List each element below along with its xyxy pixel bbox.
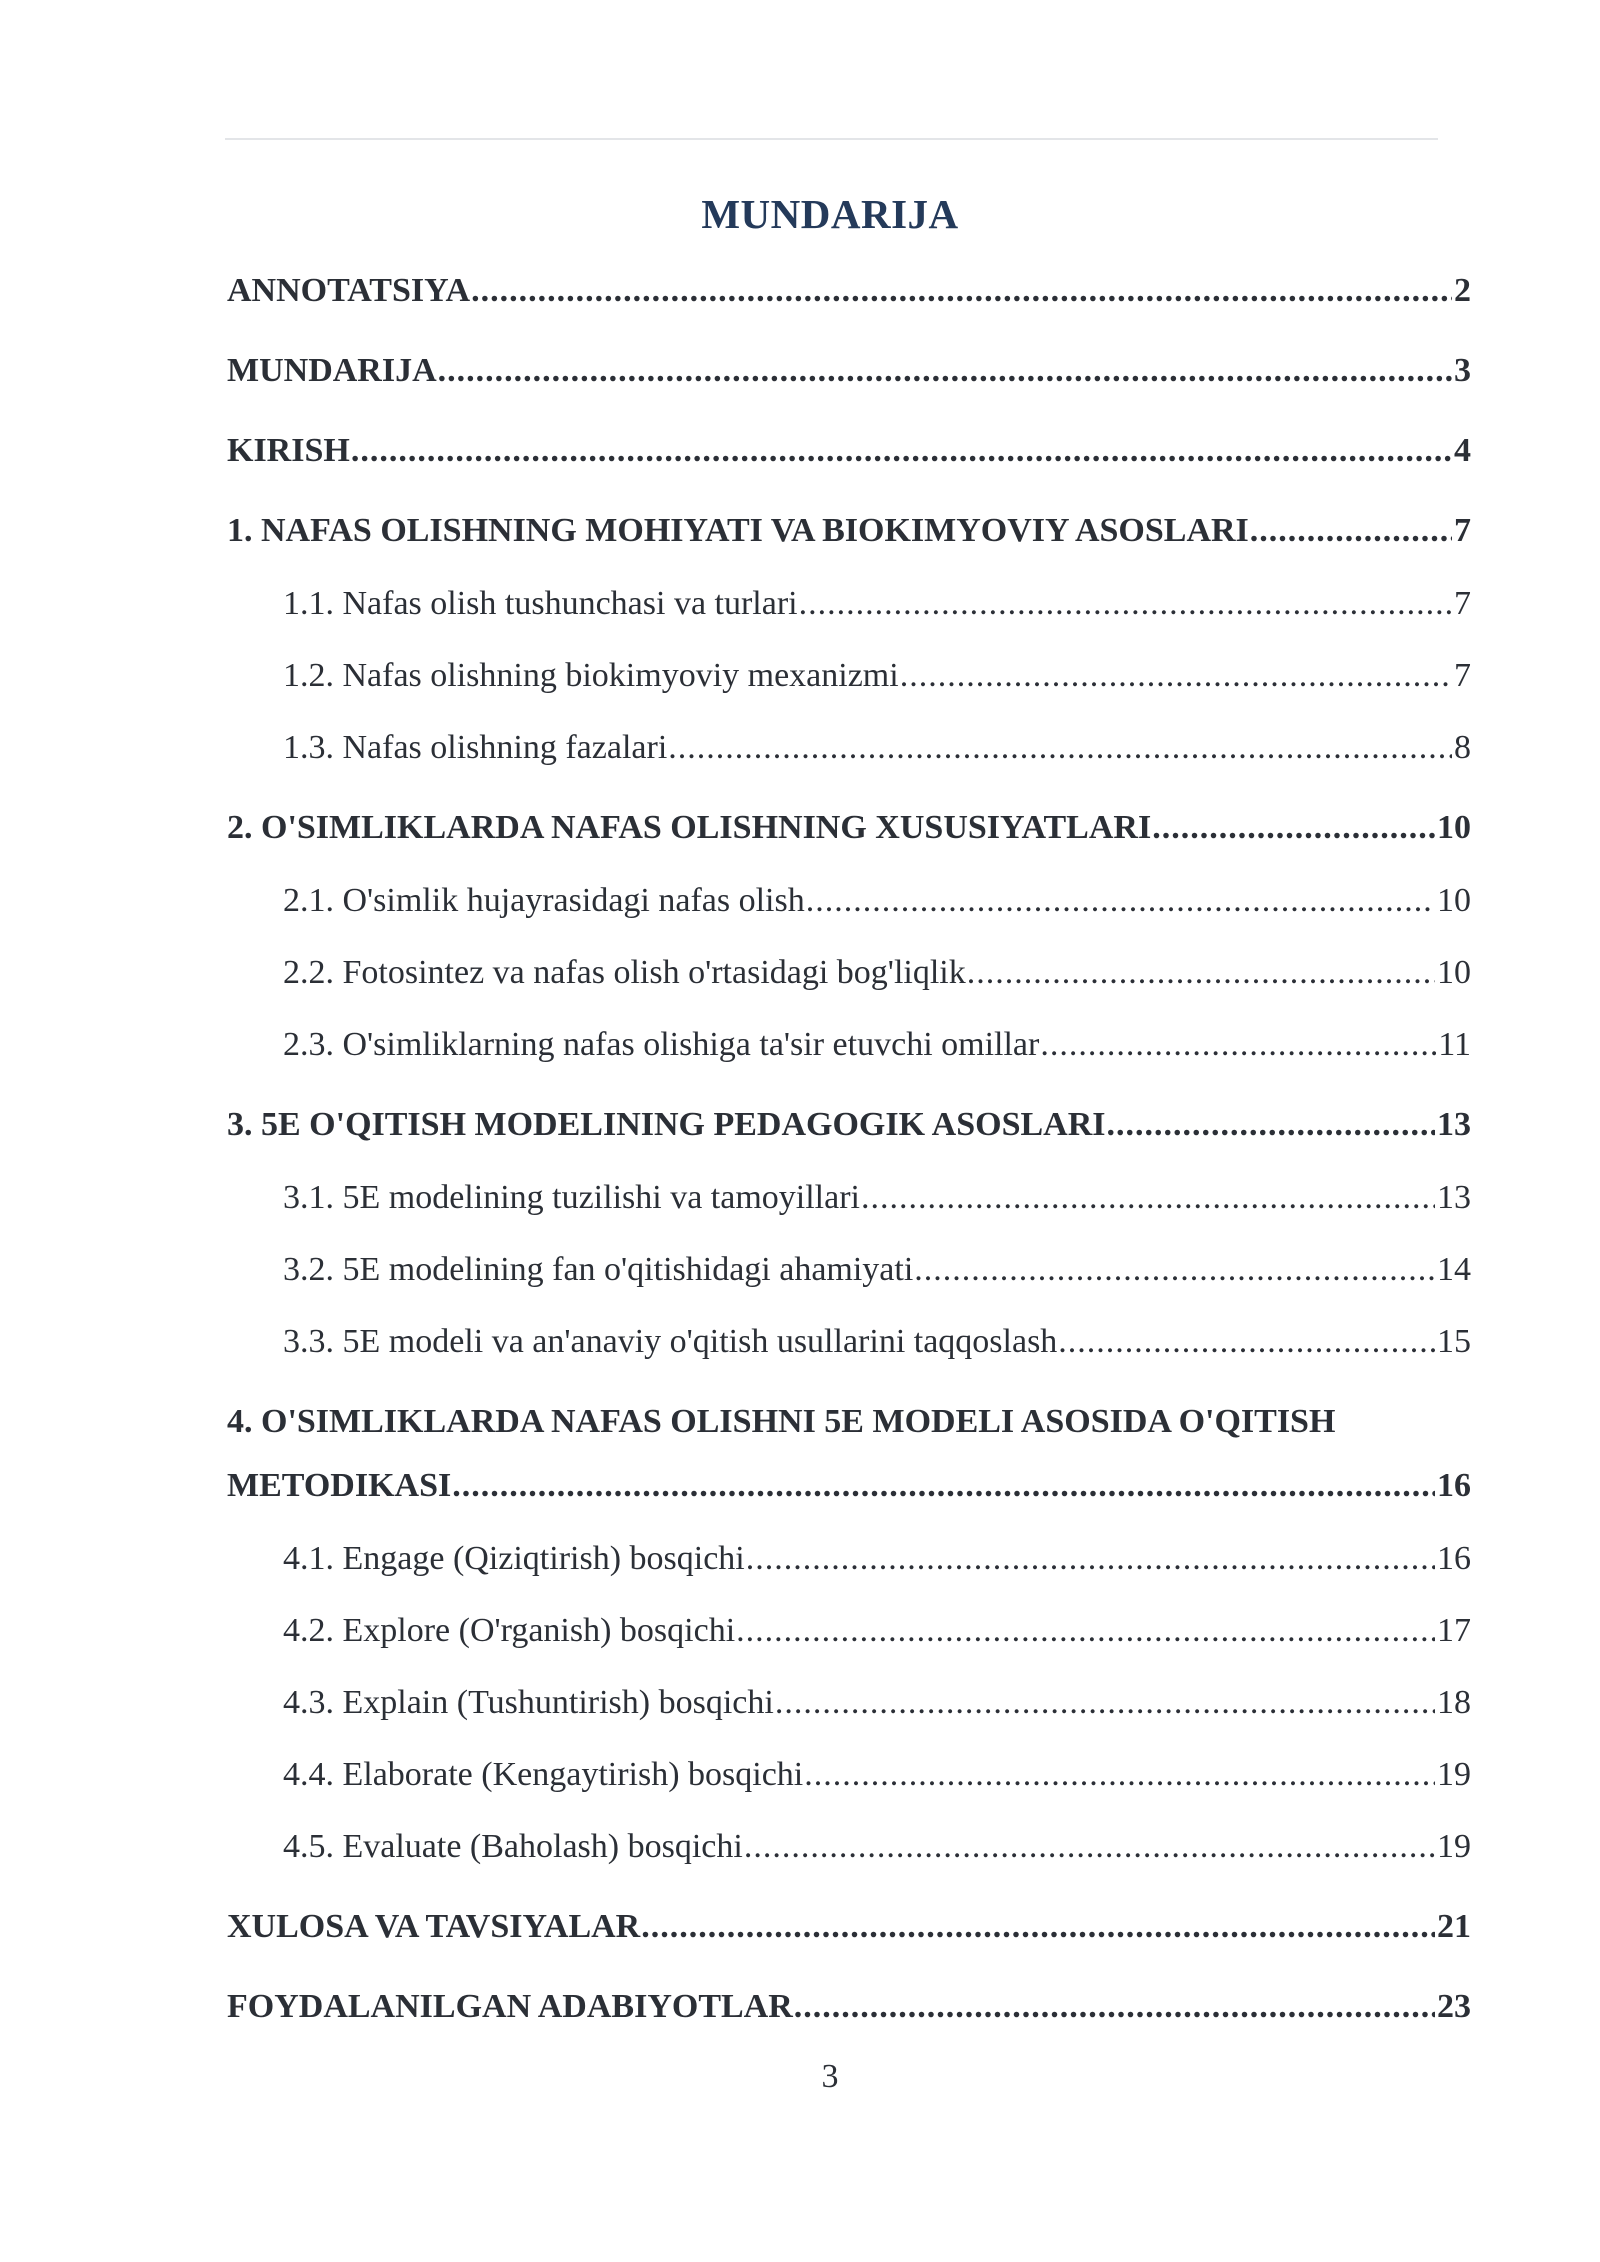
dot-leader — [900, 657, 1452, 695]
toc-entry-label: 2.3. O'simliklarning nafas olishiga ta'sir etuvchi omillar — [283, 1026, 1040, 1063]
dot-leader — [794, 1988, 1435, 2026]
dot-leader — [804, 1756, 1435, 1794]
page-number: 3 — [821, 2058, 839, 2095]
toc-entry-label: METODIKASI — [227, 1467, 452, 1504]
toc-entry-page: 16 — [1437, 1467, 1471, 1504]
toc-entry-chapter-1[interactable] — [227, 512, 1471, 550]
dot-leader — [861, 1179, 1435, 1217]
toc-entry-label: KIRISH — [227, 432, 350, 469]
toc-entry-kirish[interactable] — [227, 432, 1471, 470]
toc-entry-page: 10 — [1437, 954, 1471, 991]
dot-leader — [914, 1251, 1435, 1289]
dot-leader — [668, 729, 1452, 767]
toc-entry-page: 19 — [1437, 1828, 1471, 1865]
toc-entry-section-4-4[interactable] — [283, 1756, 1471, 1794]
toc-entry-label: 1.3. Nafas olishning fazalari — [283, 729, 668, 766]
toc-entry-label: 1.1. Nafas olish tushunchasi va turlari — [283, 585, 798, 622]
dot-leader — [736, 1612, 1435, 1650]
toc-entry-page: 18 — [1437, 1684, 1471, 1721]
header-rule — [225, 138, 1438, 140]
dot-leader — [1250, 512, 1452, 550]
toc-entry-section-1-1[interactable] — [283, 585, 1471, 623]
dot-leader — [471, 272, 1452, 310]
toc-entry-label: 2.2. Fotosintez va nafas olish o'rtasidagi bog'liqlik — [283, 954, 966, 991]
toc-entry-section-2-1[interactable] — [283, 882, 1471, 920]
dot-leader — [775, 1684, 1435, 1722]
toc-entry-label: 4.5. Evaluate (Baholash) bosqichi — [283, 1828, 743, 1865]
toc-entry-page: 11 — [1438, 1026, 1471, 1063]
toc-entry-chapter-4-line1[interactable]: 4. O'SIMLIKLARDA NAFAS OLISHNI 5E MODELI ASOSIDA O'QITISH — [227, 1403, 1336, 1440]
toc-entry-label: 4.3. Explain (Tushuntirish) bosqichi — [283, 1684, 774, 1721]
dot-leader — [967, 954, 1435, 992]
dot-leader — [1040, 1026, 1436, 1064]
toc-entry-label: 2. O'SIMLIKLARDA NAFAS OLISHNING XUSUSIYATLARI — [227, 809, 1152, 846]
toc-entry-page: 7 — [1454, 512, 1471, 549]
toc-entry-xulosa[interactable] — [227, 1908, 1471, 1946]
toc-entry-section-2-3[interactable] — [283, 1026, 1471, 1064]
toc-entry-page: 10 — [1437, 809, 1471, 846]
toc-entry-page: 10 — [1437, 882, 1471, 919]
toc-entry-section-4-3[interactable] — [283, 1684, 1471, 1722]
toc-entry-section-4-2[interactable] — [283, 1612, 1471, 1650]
toc-entry-page: 19 — [1437, 1756, 1471, 1793]
toc-entry-label: ANNOTATSIYA — [227, 272, 471, 309]
toc-entry-chapter-4[interactable] — [227, 1467, 1471, 1505]
toc-entry-page: 2 — [1454, 272, 1471, 309]
toc-title: MUNDARIJA — [701, 191, 959, 237]
dot-leader — [799, 585, 1452, 623]
dot-leader — [1107, 1106, 1435, 1144]
toc-entry-page: 3 — [1454, 352, 1471, 389]
dot-leader — [806, 882, 1435, 920]
toc-entry-section-3-3[interactable] — [283, 1323, 1471, 1361]
dot-leader — [641, 1908, 1435, 1946]
toc-entry-section-1-3[interactable] — [283, 729, 1471, 767]
toc-entry-label: 4.2. Explore (O'rganish) bosqichi — [283, 1612, 736, 1649]
toc-entry-label: 1.2. Nafas olishning biokimyoviy mexanizmi — [283, 657, 899, 694]
dot-leader — [744, 1828, 1435, 1866]
toc-entry-section-4-1[interactable] — [283, 1540, 1471, 1578]
toc-entry-page: 7 — [1454, 585, 1471, 622]
toc-entry-page: 16 — [1437, 1540, 1471, 1577]
toc-entry-page: 13 — [1437, 1179, 1471, 1216]
toc-entry-section-1-2[interactable] — [283, 657, 1471, 695]
dot-leader — [1058, 1323, 1435, 1361]
toc-entry-page: 7 — [1454, 657, 1471, 694]
toc-entry-label: MUNDARIJA — [227, 352, 437, 389]
toc-entry-label: XULOSA VA TAVSIYALAR — [227, 1908, 641, 1945]
dot-leader — [438, 352, 1452, 390]
toc-entry-mundarija[interactable] — [227, 352, 1471, 390]
toc-entry-section-3-1[interactable] — [283, 1179, 1471, 1217]
toc-entry-label: 3.3. 5E modeli va an'anaviy o'qitish usullarini taqqoslash — [283, 1323, 1058, 1360]
toc-entry-section-4-5[interactable] — [283, 1828, 1471, 1866]
toc-entry-label: 3. 5E O'QITISH MODELINING PEDAGOGIK ASOSLARI — [227, 1106, 1106, 1143]
toc-entry-page: 15 — [1437, 1323, 1471, 1360]
toc-entry-adabiyotlar[interactable] — [227, 1988, 1471, 2026]
toc-entry-label: FOYDALANILGAN ADABIYOTLAR — [227, 1988, 793, 2025]
toc-entry-label: 1. NAFAS OLISHNING MOHIYATI VA BIOKIMYOVIY ASOSLARI — [227, 512, 1249, 549]
toc-entry-page: 17 — [1437, 1612, 1471, 1649]
toc-entry-chapter-2[interactable] — [227, 809, 1471, 847]
toc-entry-annotatsiya[interactable] — [227, 272, 1471, 310]
toc-entry-section-2-2[interactable] — [283, 954, 1471, 992]
toc-entry-chapter-3[interactable] — [227, 1106, 1471, 1144]
toc-entry-section-3-2[interactable] — [283, 1251, 1471, 1289]
toc-entry-page: 14 — [1437, 1251, 1471, 1288]
toc-entry-label: 3.2. 5E modelining fan o'qitishidagi ahamiyati — [283, 1251, 914, 1288]
toc-entry-page: 13 — [1437, 1106, 1471, 1143]
toc-entry-label: 3.1. 5E modelining tuzilishi va tamoyillari — [283, 1179, 860, 1216]
dot-leader — [351, 432, 1452, 470]
dot-leader — [746, 1540, 1435, 1578]
toc-entry-label: 2.1. O'simlik hujayrasidagi nafas olish — [283, 882, 805, 919]
dot-leader — [1152, 809, 1435, 847]
toc-entry-label: 4.1. Engage (Qiziqtirish) bosqichi — [283, 1540, 745, 1577]
dot-leader — [452, 1467, 1435, 1505]
toc-entry-page: 8 — [1454, 729, 1471, 766]
toc-entry-page: 23 — [1437, 1988, 1471, 2025]
toc-entry-page: 4 — [1454, 432, 1471, 469]
toc-entry-page: 21 — [1437, 1908, 1471, 1945]
toc-entry-label: 4.4. Elaborate (Kengaytirish) bosqichi — [283, 1756, 804, 1793]
